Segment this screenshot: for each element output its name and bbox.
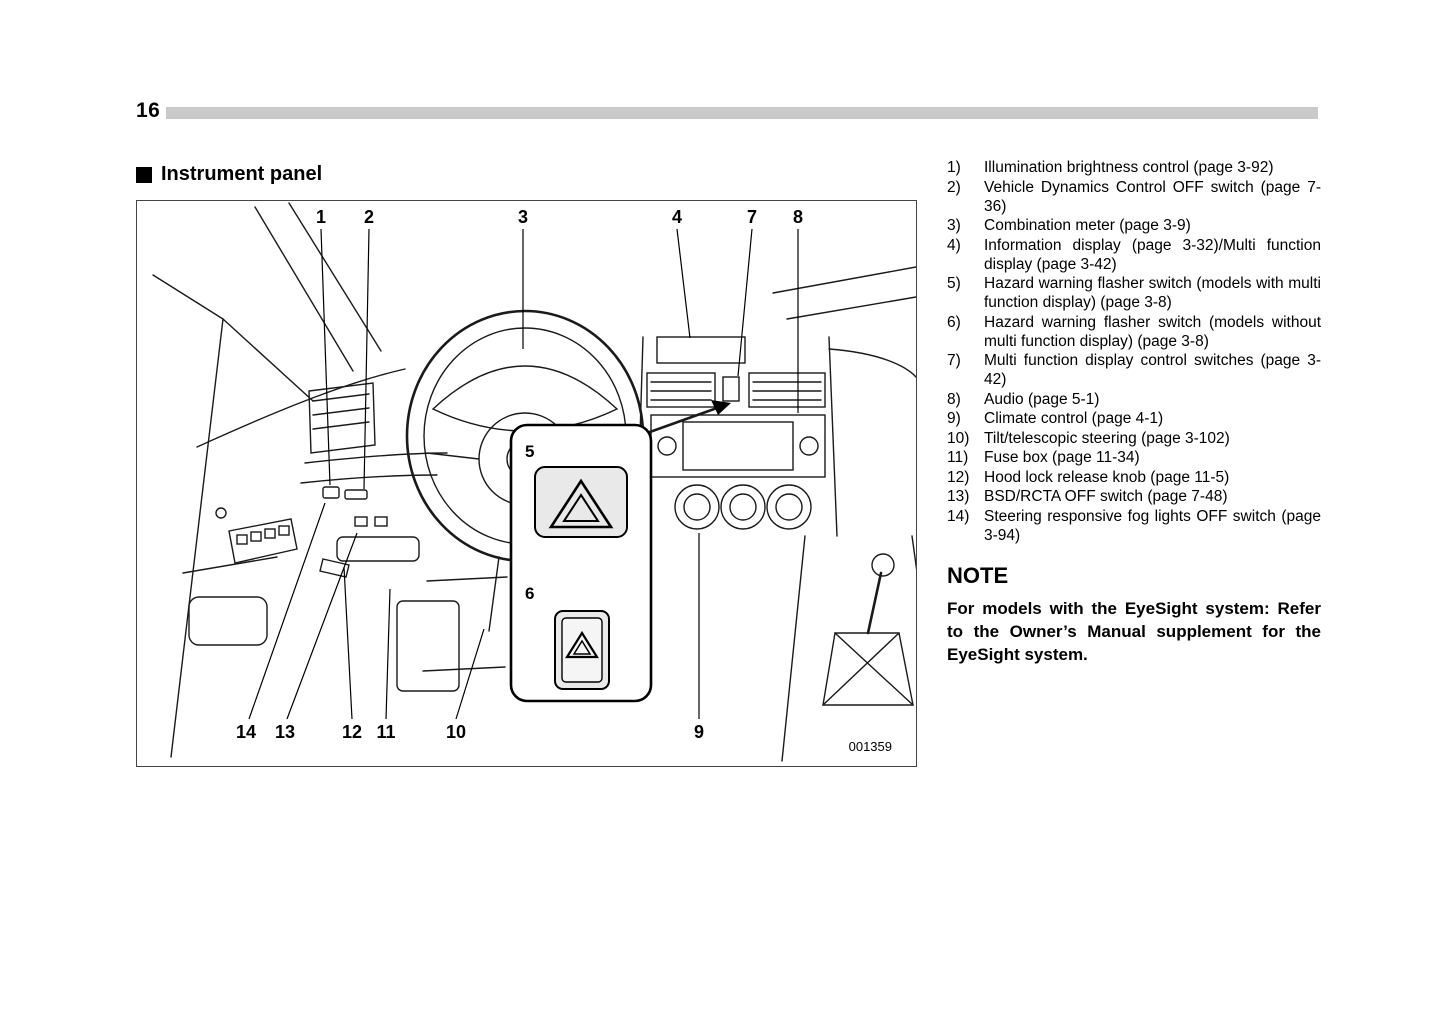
storage-tray [337, 537, 419, 561]
cabin-outline [197, 203, 916, 447]
legend-item-text: Tilt/telescopic steering (page 3-102) [984, 429, 1230, 447]
hazard-switch-location [723, 377, 739, 401]
legend-item-number: 3) [947, 217, 961, 234]
note-body: For models with the EyeSight system: Refer to the Owner’s Manual supplement for the EyeSight system. [947, 598, 1321, 664]
legend-item [947, 178, 1321, 216]
legend-item [947, 236, 1321, 274]
callout-number-14: 14 [235, 722, 257, 742]
lower-panel [397, 601, 459, 691]
legend-item [947, 390, 1321, 409]
legend-item [947, 216, 1321, 235]
legend-item [947, 448, 1321, 467]
instrument-panel-drawing [137, 201, 916, 766]
legend-item-text: Hazard warning flasher switch (models with multi function display) (page 3-8) [984, 275, 1321, 311]
inset-label-5: 5 [525, 442, 535, 461]
legend-item-text: BSD/RCTA OFF switch (page 7-48) [984, 488, 1228, 505]
climate-control-knobs [675, 485, 811, 529]
legend-item [947, 507, 1321, 545]
legend-item-text: Vehicle Dynamics Control OFF switch (page 7-36) [984, 178, 1321, 215]
inset-label-6: 6 [525, 584, 535, 603]
legend-item [947, 158, 1321, 177]
legend-item-number: 14) [947, 507, 970, 525]
left-dash [301, 383, 507, 691]
legend-item-number: 11) [947, 449, 969, 466]
steering-column [489, 557, 499, 631]
shift-boot [823, 633, 913, 705]
callout-number-2: 2 [363, 207, 375, 227]
left-center-vent [647, 373, 715, 407]
legend-item-text: Information display (page 3-32)/Multi function display (page 3-42) [984, 236, 1321, 273]
callout-number-11: 11 [376, 722, 396, 742]
callout-number-10: 10 [445, 722, 467, 742]
callout-number-1: 1 [315, 207, 327, 227]
legend-item-text: Audio (page 5-1) [984, 390, 1100, 408]
shift-knob [872, 554, 894, 576]
legend-item-text: Steering responsive fog lights OFF switch (page 3-94) [984, 507, 1321, 544]
note-heading: NOTE [947, 562, 1009, 588]
page-header [136, 100, 1318, 121]
legend-item-text: Climate control (page 4-1) [984, 410, 1164, 427]
legend-item [947, 409, 1321, 428]
audio-unit [651, 415, 825, 477]
legend-item-number: 5) [947, 275, 961, 292]
figure-id: 001359 [848, 739, 892, 754]
callout-number-13: 13 [274, 722, 296, 742]
center-console [782, 536, 916, 761]
callout-number-12: 12 [341, 722, 363, 742]
section-bullet-icon [136, 167, 152, 183]
callout-number-4: 4 [671, 207, 683, 227]
callout-number-3: 3 [517, 207, 529, 227]
legend-item-text: Fuse box (page 11-34) [984, 449, 1140, 466]
legend-item [947, 468, 1321, 487]
legend-item-number: 7) [947, 352, 961, 369]
header-rule [166, 107, 1318, 119]
legend-item [947, 274, 1321, 312]
legend-item-number: 6) [947, 313, 961, 331]
legend-item [947, 313, 1321, 351]
legend-item-number: 13) [947, 488, 970, 505]
illumination-control [323, 487, 339, 498]
information-display [657, 337, 745, 363]
legend-list [947, 158, 1321, 545]
legend-item-number: 2) [947, 178, 961, 196]
legend-item-text: Hood lock release knob (page 11-5) [984, 468, 1230, 486]
door-panel [153, 275, 313, 757]
legend-item [947, 487, 1321, 506]
hazard-switch-inset [511, 400, 731, 701]
legend-item-number: 4) [947, 236, 961, 254]
center-stack [637, 337, 837, 536]
bsd-rcta-switch [355, 517, 367, 526]
legend-item-number: 10) [947, 429, 970, 447]
hazard-switch-without-mfd [555, 611, 609, 689]
legend-item-number: 12) [947, 468, 970, 486]
vdc-off-switch [345, 490, 367, 499]
callout-number-7: 7 [746, 207, 758, 227]
legend-item-number: 1) [947, 159, 961, 176]
legend-item-text: Combination meter (page 3-9) [984, 217, 1191, 234]
instrument-panel-figure [136, 200, 917, 767]
section-heading [136, 163, 322, 186]
hazard-switch-with-mfd [535, 467, 627, 537]
legend-column [947, 158, 1321, 666]
legend-item [947, 351, 1321, 389]
combination-meter [433, 366, 617, 431]
legend-item-text: Hazard warning flasher switch (models without multi function display) (page 3-8) [984, 313, 1321, 350]
callout-number-9: 9 [693, 722, 705, 742]
callout-number-8: 8 [792, 207, 804, 227]
section-title: Instrument panel [161, 163, 323, 185]
legend-item-text: Multi function display control switches (page 3-42) [984, 352, 1321, 388]
legend-item-text: Illumination brightness control (page 3-92) [984, 159, 1274, 176]
legend-item-number: 9) [947, 410, 961, 427]
page-number: 16 [136, 99, 161, 122]
legend-item-number: 8) [947, 390, 961, 408]
legend-item [947, 429, 1321, 448]
right-center-vent [749, 373, 825, 407]
